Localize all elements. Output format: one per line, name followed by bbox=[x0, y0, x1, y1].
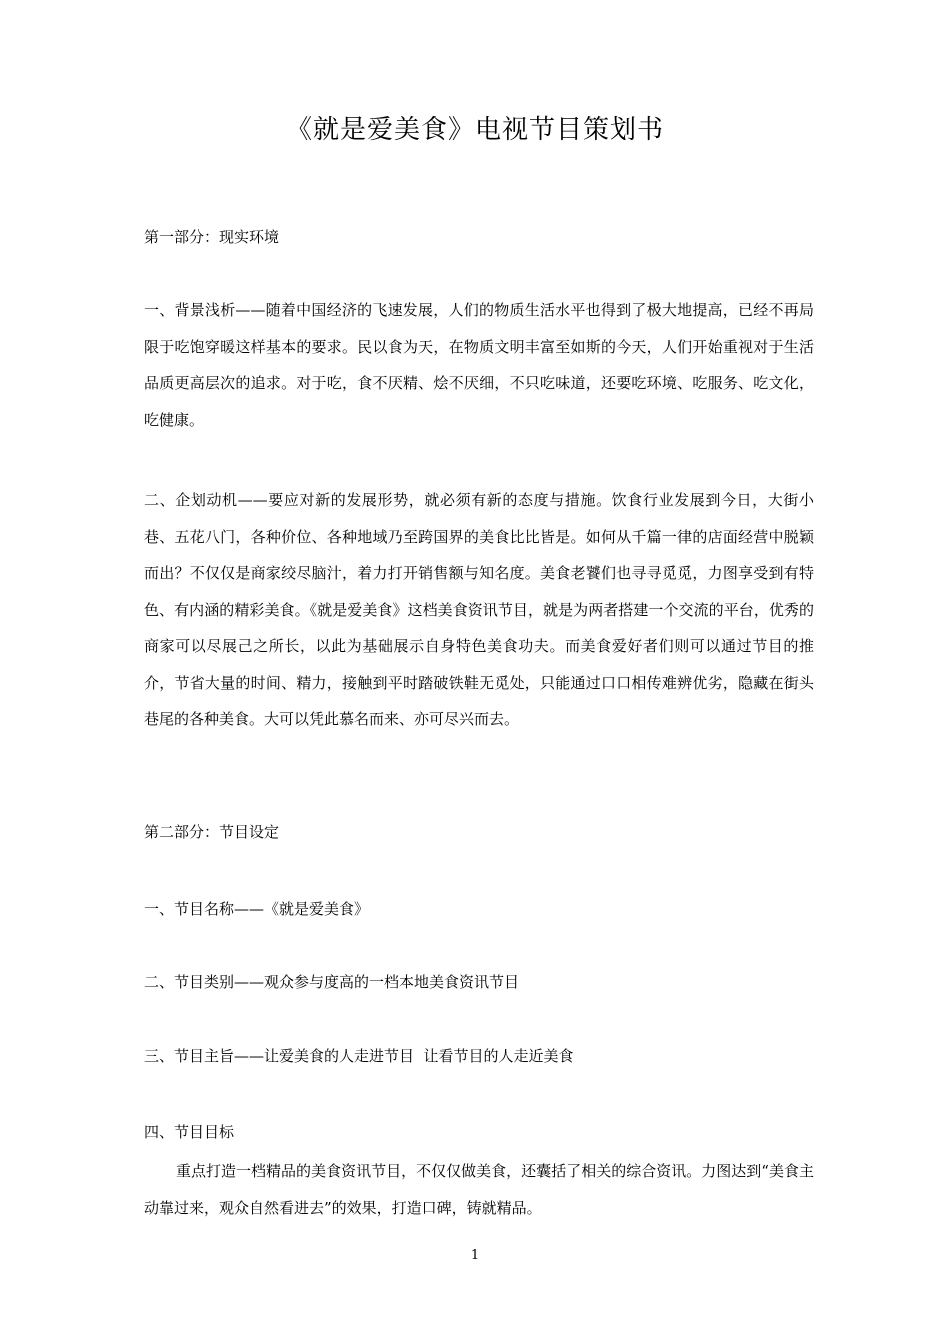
program-goal-heading: 四、节目目标 bbox=[144, 1123, 235, 1141]
program-theme-line: 三、节目主旨——让爱美食的人走进节目 让看节目的人走近美食 bbox=[144, 1047, 574, 1065]
program-goal-paragraph: 重点打造一档精品的美食资讯节目，不仅仅做美食，还囊括了相关的综合资讯。力图达到“美食主动靠过来，观众自然看进去”的效果，打造口碑，铸就精品。 bbox=[144, 1162, 814, 1217]
part-one-heading: 第一部分：现实环境 bbox=[144, 228, 280, 246]
document-title: 《就是爱美食》电视节目策划书 bbox=[285, 115, 664, 145]
program-name-line: 一、节目名称——《就是爱美食》 bbox=[144, 900, 370, 918]
background-analysis-paragraph: 一、背景浅析——随着中国经济的飞速发展，人们的物质生活水平也得到了极大地提高，已经不再局限于吃饱穿暖这样基本的要求。民以食为天，在物质文明丰富至如斯的今天，人们开始重视对于生活品质更高层次的追求。对于吃，食不厌精、烩不厌细，不只吃味道，还要吃环境、吃服务、吃文化，吃健康。 bbox=[144, 301, 814, 429]
planning-motive-paragraph: 二、企划动机——要应对新的发展形势，就必须有新的态度与措施。饮食行业发展到今日，大街小巷、五花八门，各种价位、各种地域乃至跨国界的美食比比皆是。如何从千篇一律的店面经营中脱颖而出？不仅仅是商家绞尽脑汁，着力打开销售额与知名度。美食老饕们也寻寻觅觅，力图享受到有特色、有内涵的精彩美食。《就是爱美食》这档美食资讯节目，就是为两者搭建一个交流的平台，优秀的商家可以尽展己之所长，以此为基础展示自身特色美食功夫。而美食爱好者们则可以通过节目的推介，节省大量的时间、精力，接触到平时踏破铁鞋无觅处，只能通过口口相传难辨优劣，隐藏在街头巷尾的各种美食。大可以凭此慕名而来、亦可尽兴而去。 bbox=[144, 491, 814, 728]
part-two-heading: 第二部分：节目设定 bbox=[144, 823, 280, 841]
program-category-line: 二、节目类别——观众参与度高的一档本地美食资讯节目 bbox=[144, 973, 520, 991]
page-number: 1 bbox=[470, 1248, 480, 1263]
